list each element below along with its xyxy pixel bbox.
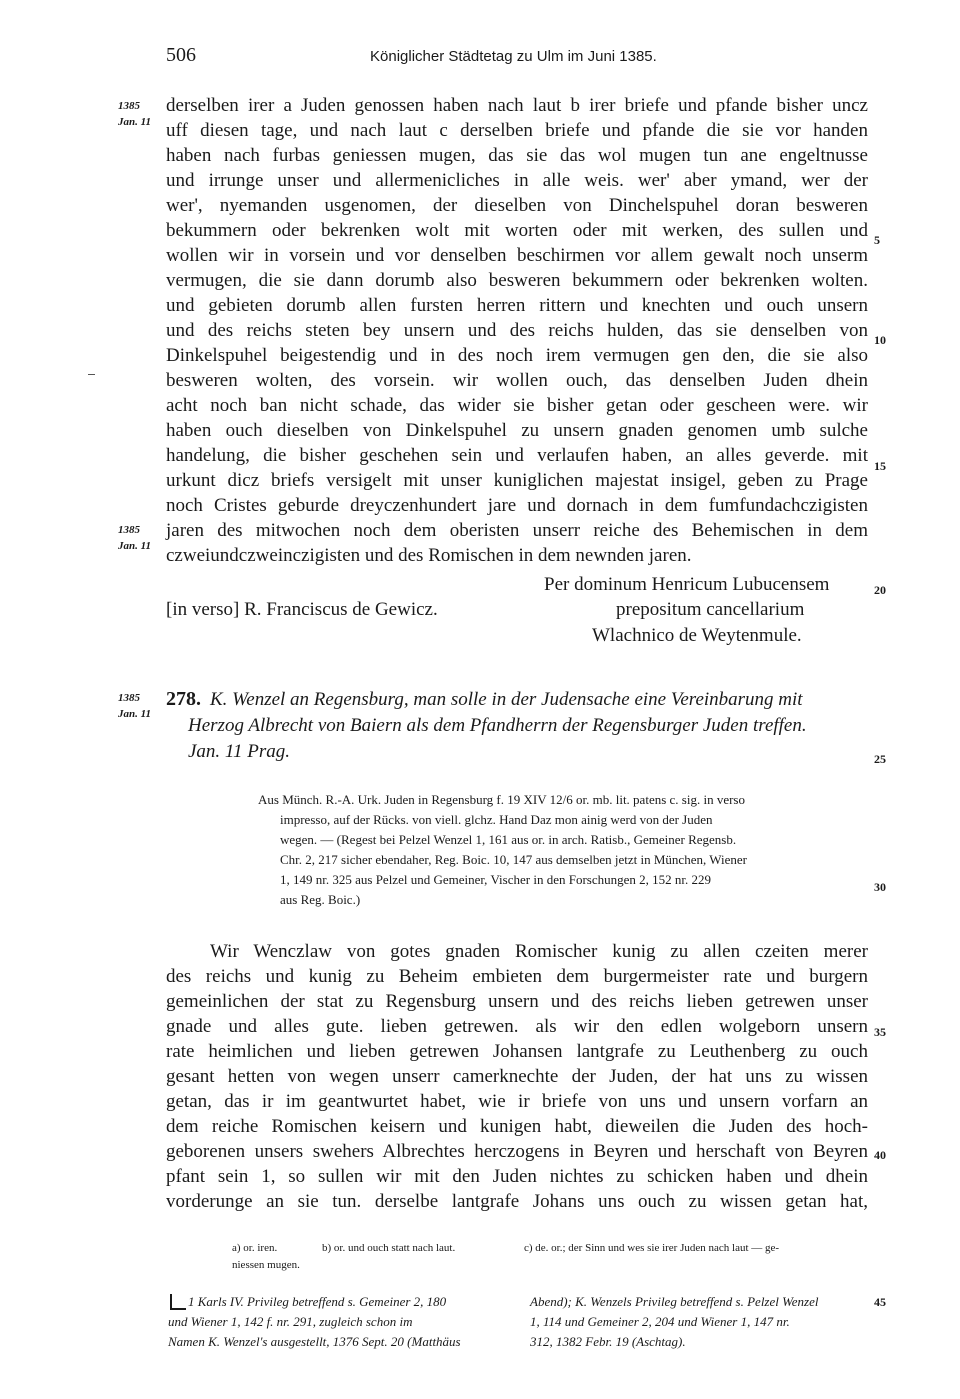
source-line: 1, 149 nr. 325 aus Pelzel und Gemeiner, Vischer in den Forschungen 2, 152 nr. 229 [280,872,711,887]
footnote-line: und Wiener 1, 142 f. nr. 291, zugleich schon im [168,1314,413,1329]
source-line: impresso, auf der Rücks. von viell. glchz. Hand Daz mon ainig werd von der Juden [280,812,713,827]
line-number: 40 [874,1148,886,1162]
body-line: urkunt dicz briefs versigelt mit unser kuniglichen majestat insigel, geben zu Prage [166,470,868,491]
document-line: dem reiche Romischen keisern und kunigen habt, dieweilen die Juden des hoch- [166,1116,868,1137]
document-line: geborenen unsers swehers Albrechtes herczogens in Beyren und herschaft von Beyren [166,1141,868,1162]
line-number: 25 [874,752,886,766]
source-line: aus Reg. Boic.) [280,892,361,907]
signature-per: Per dominum Henricum Lubucensem [544,574,830,595]
running-head: Königlicher Städtetag zu Ulm im Juni 1385. [370,48,657,65]
margin-year: 1385 [118,524,140,536]
body-line: und irrunge unser und allermenicliches in alle weis. wer' aber ymand, wer der [166,170,868,191]
document-line: des reichs und kunig zu Beheim embieten dem burgermeister rate und burgern [166,966,868,987]
body-line: derselben irer a Juden genossen haben nach laut b irer briefe und pfande bisher uncz [166,95,868,116]
body-line: uff diesen tage, und nach laut c derselben briefe und pfande die sie vor handen [166,120,868,141]
line-number: 20 [874,583,886,597]
document-line: gesant hetten von wegen unserr camerknechte der Juden, der hat uns zu wissen [166,1066,868,1087]
line-number: 45 [874,1295,886,1309]
document-line: gemeinlichen der stat zu Regensburg unsern und des reichs lieben getrewen unser [166,991,868,1012]
body-line: und gebieten dorumb allen fursten herren rittern und knechten und ouch unsern [166,295,868,316]
signature-verso: [in verso] R. Franciscus de Gewicz. [166,599,438,620]
body-line: haben nach furbas geniessen mugen, das sie das wol mugen tun ane engeltnusse [166,145,868,166]
line-number: 30 [874,880,886,894]
regest-line: Herzog Albrecht von Baiern als dem Pfandherrn der Regensburger Juden treffen. [188,715,807,736]
document-number: 278. [166,688,201,710]
margin-date: Jan. 11 [118,708,152,720]
footnote-c: c) de. or.; der Sinn und wes sie irer Juden nach laut — ge- [524,1242,780,1254]
document-line: pfant sein 1, so sullen wir mit den Juden nichtes zu schicken haben und dhein [166,1166,868,1187]
margin-year: 1385 [118,100,140,112]
footnote-marker [170,1294,186,1310]
footnote-b: b) or. und ouch statt nach laut. [322,1242,456,1254]
body-line: wer', nyemanden usgenomen, der dieselben von Dinchelspuhel doran besweren [166,195,868,216]
signature-wlachnico: Wlachnico de Weytenmule. [592,625,802,646]
page-number: 506 [166,44,196,66]
body-line: noch Cristes geburde dreyczenhundert jare und dornach in dem fumfundachczigisten [166,495,868,516]
signature-praepositus: prepositum cancellarium [616,599,805,620]
line-number: 10 [874,333,886,347]
footnote-a: a) or. iren. [232,1242,278,1254]
document-line: gnade und alles gute. lieben getrewen. als wir den edlen wolgeborn unsern [166,1016,868,1037]
body-line: acht noch ban nicht schade, das wider sie bisher getan oder gescheen were. wir [166,395,868,416]
margin-mark [88,374,95,375]
footnote-line: Abend); K. Wenzels Privileg betreffend s. Pelzel Wenzel [530,1294,819,1309]
document-line: Wir Wenczlaw von gotes gnaden Romischer kunig zu allen czeiten merer [210,941,868,962]
source-line: Aus Münch. R.-A. Urk. Juden in Regensburg f. 19 XIV 12/6 or. mb. lit. patens c. sig. in verso [258,792,745,807]
document-line: getan, das ir im geantwurtet habet, wie ir briefe von uns und unsern vorfarn an [166,1091,868,1112]
footnote-c-continued: niessen mugen. [232,1259,300,1271]
body-line: besweren wolten, des vorsein. wir wollen ouch, das denselben Juden dhein [166,370,868,391]
line-number: 15 [874,459,886,473]
body-line: handelung, die bisher geschehen sein und verlaufen haben, an alles geverde. mit [166,445,868,466]
footnote-line: 1 Karls IV. Privileg betreffend s. Gemeiner 2, 180 [188,1294,447,1309]
body-line: vermugen, die sie dann dorumb also besweren bekummern oder bekrenken wolten. [166,270,868,291]
line-number: 35 [874,1025,886,1039]
body-line: wollen wir in vorsein und vor denselben beschirmen vor allem gewalt noch unserm [166,245,868,266]
footnote-line: 312, 1382 Febr. 19 (Aschtag). [530,1334,686,1349]
body-line: jaren des mitwochen noch dem oberisten unserr reiche des Behemischen in dem [166,520,868,541]
margin-date: Jan. 11 [118,116,152,128]
regest-date: Jan. 11 Prag. [188,741,291,762]
body-line: Dinkelspuhel beigestendig und in des noch irem vermugen gen den, die sie also [166,345,868,366]
source-line: wegen. — (Regest bei Pelzel Wenzel 1, 161 aus or. in arch. Ratisb., Gemeiner Regensb. [280,832,737,847]
document-line: rate heimlichen und lieben getrewen Johansen lantgrafe zu Leuthenberg zu ouch [166,1041,868,1062]
document-line: vorderunge an sie tun. derselbe lantgrafe Johans uns ouch zu wissen getan hat, [166,1191,868,1212]
body-line: haben ouch dieselben von Dinkelspuhel zu unsern gnaden genomen umb sulche [166,420,868,441]
source-line: Chr. 2, 217 sicher ebendaher, Reg. Boic. 10, 147 aus demselben jetzt in München, Wiener [280,852,747,867]
body-line: bekummern oder bekrenken wolt mit worten oder mit werken, des sullen und [166,220,868,241]
margin-date: Jan. 11 [118,540,152,552]
regest-line: K. Wenzel an Regensburg, man solle in der Judensache eine Vereinbarung mit [210,689,803,710]
line-number: 5 [874,233,880,247]
margin-year: 1385 [118,692,140,704]
body-line: und des reichs steten bey unsern und des reichs hulden, das sie denselben von [166,320,868,341]
body-line: czweiundczweinczigisten und des Romischen in dem newnden jaren. [166,545,692,566]
footnote-line: 1, 114 und Gemeiner 2, 204 und Wiener 1, 147 nr. [530,1314,790,1329]
footnote-line: Namen K. Wenzel's ausgestellt, 1376 Sept. 20 (Matthäus [168,1334,461,1349]
